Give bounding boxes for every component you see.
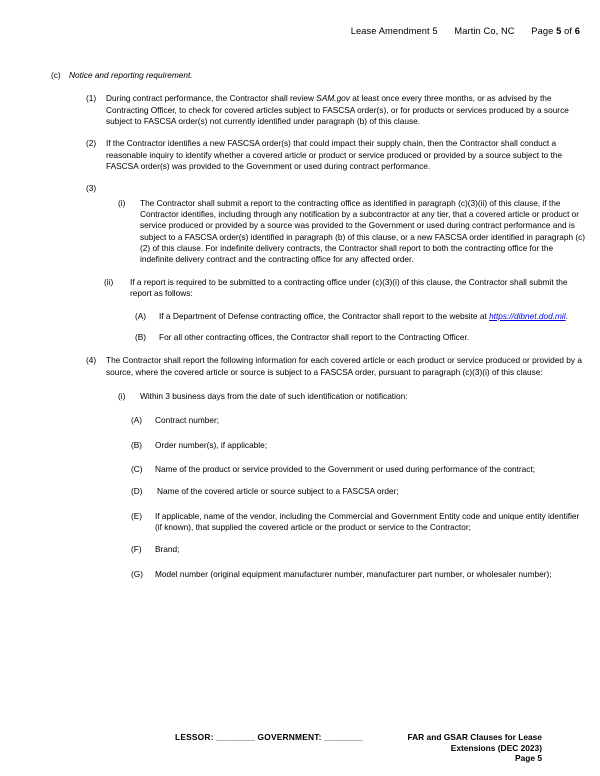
list-item-text: Name of the covered article or source subject to a FASCSA order; (157, 486, 399, 497)
paragraph-c3-ii (104, 277, 586, 300)
paragraph-c3-ii-a-text-after: . (565, 310, 568, 321)
footer-page-note: Page 5 (514, 753, 542, 763)
paragraph-c3-i (118, 198, 588, 266)
paragraph-c2 (86, 138, 586, 172)
list-item (131, 511, 583, 534)
paragraph-c3-ii-a (135, 311, 580, 322)
header-page-current: 5 (556, 26, 562, 36)
paragraph-c3-ii-text: If a report is required to be submitted to a contracting office under (c)(3)(i) of this clause, the Contractor shall submit the report as follows: (130, 276, 568, 299)
footer-clause-line1: FAR and GSAR Clauses for Lease (407, 732, 542, 742)
dibnet-link[interactable]: https://dibnet.dod.mil (489, 310, 566, 321)
header-page-prefix: Page (531, 26, 554, 36)
list-item-marker: (C) (131, 463, 143, 474)
footer-clause-line2: Extensions (DEC 2023) (450, 742, 542, 753)
paragraph-c4 (86, 355, 586, 378)
section-c-heading (51, 70, 551, 81)
paragraph-c4-i (118, 391, 580, 402)
signature-line: LESSOR: ________ GOVERNMENT: ________ (175, 732, 364, 742)
list-item-marker: (D) (131, 486, 143, 497)
list-item-marker: (A) (131, 415, 143, 426)
list-item-text: Contract number; (155, 415, 220, 426)
list-item (131, 569, 583, 580)
list-item (131, 486, 583, 497)
paragraph-c3-ii-a-text (159, 311, 580, 322)
list-item-text: If applicable, name of the vendor, including the Commercial and Government Entity code and unique entity identifier (if known), that supplied the covered article or the product or service to the Contractor; (155, 510, 580, 532)
list-item (131, 415, 583, 426)
paragraph-c1-text-after: at least once every three months, or as advised by the Contracting Officer, to check for covered articles subject to FASCSA order(s), or for products or services produced by a source subject to FASCSA order(s) not currently identified under paragraph (b) of this clause. (106, 93, 569, 127)
header-page-of: of (564, 26, 573, 36)
sam-gov-reference: SAM.gov (316, 93, 350, 104)
list-item-marker: (E) (131, 510, 143, 521)
paragraph-c2-text: If the Contractor identifies a new FASCSA order(s) that could impact their supply chain, then the Contractor shall conduct a reasonable inquiry to identify whether a covered article or product or service produced or provided by a source subject to the FASCSA order(s) was provided to the Government or used during contract performance. (106, 138, 563, 172)
section-c-title: Notice and reporting requirement. (69, 70, 193, 80)
list-item-text: Brand; (155, 544, 180, 555)
list-item-text: Model number (original equipment manufacturer number, manufacturer part number, or wholesaler number); (155, 568, 552, 579)
document-body (0, 70, 600, 580)
list-item (131, 464, 583, 475)
paragraph-c3-ii-b-text: For all other contracting offices, the Contractor shall report to the Contracting Officer. (159, 331, 470, 342)
header-location: Martin Co, NC (454, 26, 515, 36)
paragraph-c3-ii-marker: (ii) (104, 276, 114, 287)
list-item-marker: (F) (131, 544, 142, 555)
header-page-total: 6 (574, 26, 580, 36)
list-item-text: Order number(s), if applicable; (155, 439, 268, 450)
paragraph-c3-marker-row (86, 183, 586, 194)
page-footer (0, 732, 600, 776)
paragraph-c3-i-marker: (i) (118, 197, 126, 208)
footer-clause-reference (407, 732, 542, 764)
paragraph-c3-i-text: The Contractor shall submit a report to the contracting office as identified in paragraph (c)(3)(ii) of this clause, if the Contractor identifies, including through any notification by a subcontractor at any tier, that a covered article or product or service produced or provided by a source was provided to the Government or used during contract performance and is subject to a FASCSA order(s) identified in paragraph (b) of this clause, or a new FASCSA order identified in paragraph (c)(2) of this clause. For indefinite delivery contracts, the Contractor shall report to both the contracting office for the indefinite delivery contract and the contracting office for any affected order. (140, 197, 586, 265)
paragraph-c4-i-marker: (i) (118, 390, 126, 401)
paragraph-c3-ii-a-marker: (A) (135, 310, 147, 321)
header-amendment: Lease Amendment 5 (350, 26, 438, 36)
list-item (131, 544, 583, 555)
section-c-marker: (c) (51, 70, 61, 80)
paragraph-c1-text-before: During contract performance, the Contractor shall review (106, 93, 317, 104)
paragraph-c4-marker: (4) (86, 355, 97, 366)
paragraph-c4-i-list (0, 415, 600, 580)
paragraph-c3-ii-a-text-before: If a Department of Defense contracting office, the Contractor shall report to the website at (159, 310, 490, 321)
paragraph-c4-text: The Contractor shall report the following information for each covered article or each product or service produced or provided by a source, where the covered article or source is subject to a FASCSA order, pursuant to paragraph (c)(3)(i) of this clause: (106, 355, 582, 377)
paragraph-c2-marker: (2) (86, 138, 97, 149)
list-item-text: Name of the product or service provided to the Government or used during performance of the contract; (155, 463, 536, 474)
list-item-marker: (B) (131, 439, 143, 450)
list-item (131, 440, 583, 451)
paragraph-c1 (86, 93, 586, 127)
paragraph-c3-marker: (3) (86, 183, 97, 194)
paragraph-c1-text (106, 93, 586, 127)
paragraph-c4-i-text: Within 3 business days from the date of such identification or notification: (140, 390, 408, 401)
header-page-indicator (531, 26, 580, 36)
paragraph-c3-ii-b (135, 332, 580, 343)
paragraph-c3-ii-b-marker: (B) (135, 331, 147, 342)
paragraph-c1-marker: (1) (86, 93, 97, 104)
list-item-marker: (G) (131, 568, 143, 579)
page-header (40, 26, 580, 36)
